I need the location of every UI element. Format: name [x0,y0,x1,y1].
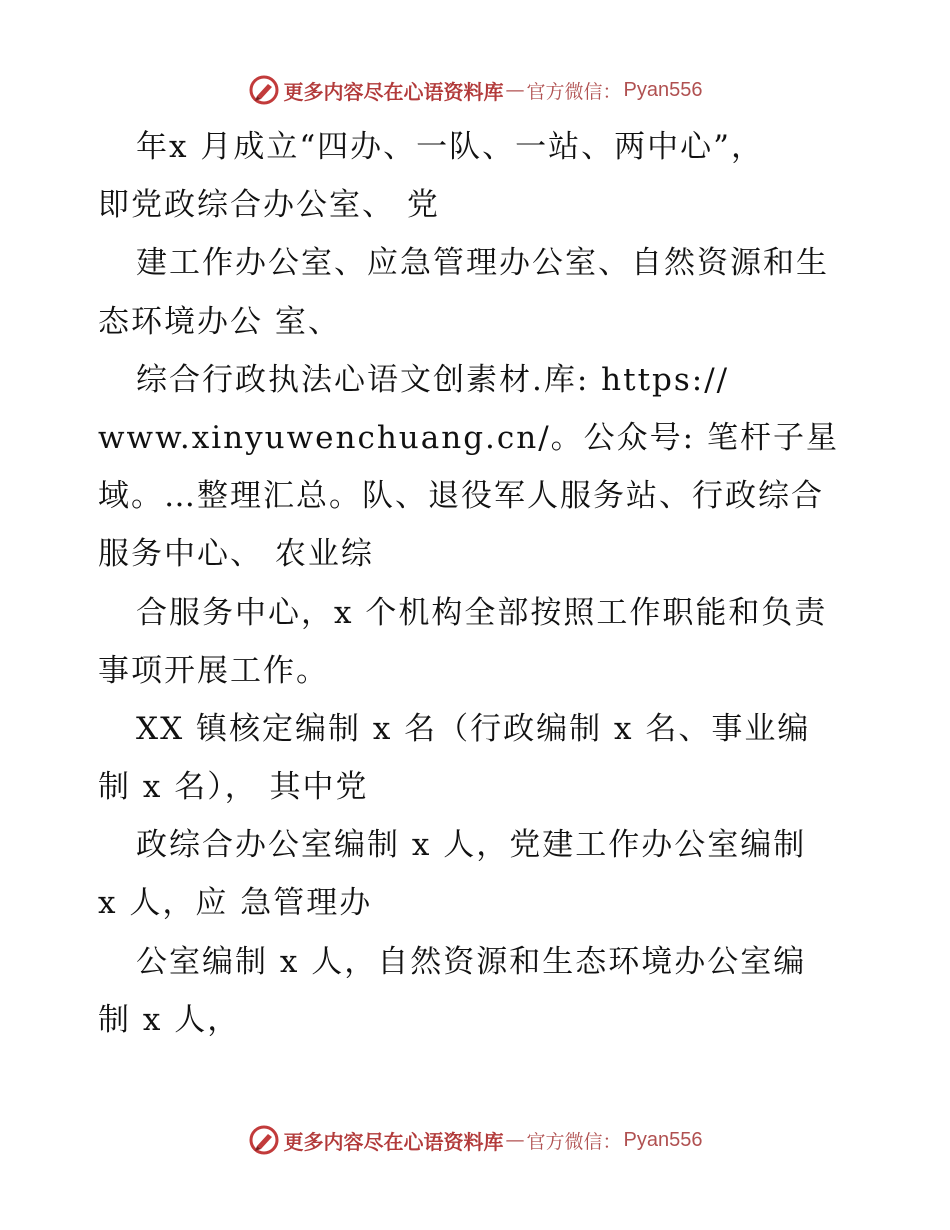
text-line: 制 x 人， [98,1001,241,1038]
footer-watermark [0,1120,950,1160]
watermark-wechat-label: 官方微信： [526,80,622,103]
text-line: 公室编制 x 人，自然资源和生态环境办公室编 [136,943,807,980]
document-body [98,118,868,1049]
watermark-wechat-id: Pyan556 [623,78,703,101]
text-line: 即党政综合办公室、 党 [98,187,440,224]
text-line: 年x 月成立“四办、一队、一站、两中心”， [136,129,765,165]
header-watermark [0,70,950,110]
text-line: www.xinyuwenchuang.cn/。公众号: 笔杆子星 [98,419,839,456]
watermark-wechat-label: 官方微信： [526,1130,622,1153]
watermark-wechat-id: Pyan556 [623,1128,703,1151]
text-line: XX 镇核定编制 x 名（行政编制 x 名、事业编 [136,710,811,747]
text-line: 态环境办公 室、 [98,303,341,340]
watermark-dash: — [505,1129,525,1151]
text-line: 合服务中心，x 个机构全部按照工作职能和负责 [136,594,828,631]
text-line: 制 x 名）， 其中党 [98,769,369,806]
watermark-title: 更多内容尽在心语资料库 [283,1129,504,1154]
watermark-title: 更多内容尽在心语资料库 [283,79,504,104]
text-line: 事项开展工作。 [98,652,329,689]
watermark-dash: — [505,79,525,101]
text-line: 政综合办公室编制 x 人，党建工作办公室编制 [136,827,807,864]
text-line: 服务中心、 农业综 [98,536,374,573]
text-line: x 人，应 急管理办 [98,885,373,922]
text-line: 域。…整理汇总。队、退役军人服务站、行政综合 [98,478,824,515]
text-line: 建工作办公室、应急管理办公室、自然资源和生 [136,245,829,282]
pen-logo-icon [248,74,280,106]
text-line: 综合行政执法心语文创素材.库: https:// [136,361,730,398]
pen-logo-icon [248,1124,280,1156]
